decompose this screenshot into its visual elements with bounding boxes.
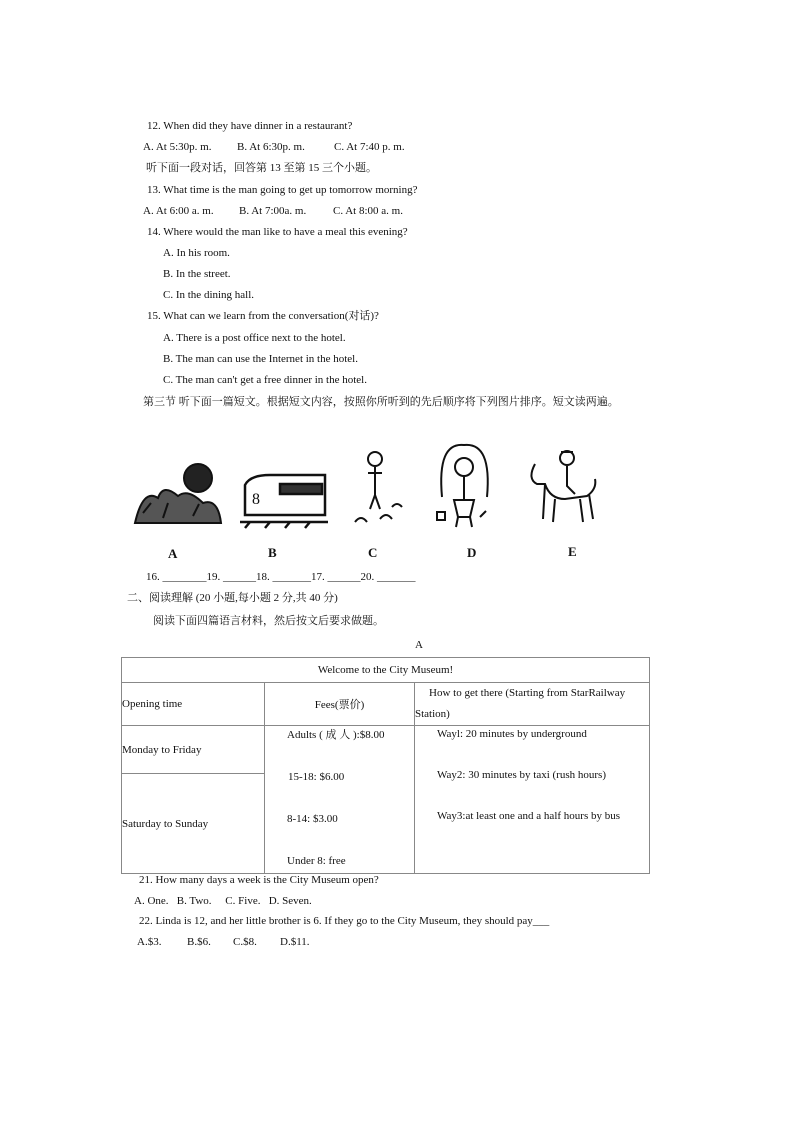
instruction-13: 听下面一段对话，回答第 13 至第 15 三个小题。 <box>146 162 377 174</box>
q22-option-b: B.$6. <box>187 936 211 948</box>
question-14: 14. Where would the man like to have a meal this evening? <box>147 226 408 238</box>
way-1: Wayl: 20 minutes by underground <box>437 728 587 740</box>
question-21: 21. How many days a week is the City Museum open? <box>139 874 379 886</box>
picture-label-d: D <box>467 545 477 560</box>
q22-option-a: A.$3. <box>137 936 162 948</box>
picture-d-girl-jump-rope <box>432 442 497 532</box>
question-22: 22. Linda is 12, and her little brother is 6. If they go to the City Museum, they should pay___ <box>139 915 550 927</box>
picture-e-boy-horse <box>525 444 605 529</box>
q13-option-b: B. At 7:00a. m. <box>239 205 307 217</box>
ways-cell <box>415 726 650 874</box>
question-12: 12. When did they have dinner in a restaurant? <box>147 120 353 132</box>
picture-a-plants <box>133 458 223 528</box>
table-title: Welcome to the City Museum! <box>122 658 650 683</box>
q15-option-c: C. The man can't get a free dinner in the hotel. <box>163 374 367 386</box>
q12-option-c: C. At 7:40 p. m. <box>334 141 405 153</box>
q14-option-b: B. In the street. <box>163 268 231 280</box>
day-row-weekend: Saturday to Sunday <box>122 817 209 830</box>
picture-c-boy-birds <box>350 447 405 532</box>
q14-option-c: C. In the dining hall. <box>163 289 255 301</box>
fee-adults: Adults ( 成 人 ):$8.00 <box>287 729 385 741</box>
fee-15-18: 15-18: $6.00 <box>288 771 345 783</box>
picture-label-b: B <box>268 545 277 560</box>
opening-days-cell <box>122 726 265 874</box>
header-opening-time: Opening time <box>122 683 265 726</box>
q21-options: A. One. B. Two. C. Five. D. Seven. <box>134 895 312 907</box>
q15-option-b: B. The man can use the Internet in the hotel. <box>163 353 358 365</box>
question-15: 15. What can we learn from the conversation(对话)? <box>147 310 379 322</box>
day-row-weekday: Monday to Friday <box>122 726 264 774</box>
q15-option-a: A. There is a post office next to the hotel. <box>163 332 346 344</box>
way-3: Way3:at least one and a half hours by bus <box>437 810 621 822</box>
fee-8-14: 8-14: $3.00 <box>287 813 338 825</box>
q22-option-c: C.$8. <box>233 936 257 948</box>
q13-option-c: C. At 8:00 a. m. <box>333 205 403 217</box>
q12-option-b: B. At 6:30p. m. <box>237 141 305 153</box>
picture-label-c: C <box>368 545 378 560</box>
passage-label: A <box>415 639 423 651</box>
header-how-to-get-there: How to get there (Starting from StarRailway Station) <box>415 683 650 726</box>
fee-under-8: Under 8: free <box>287 855 346 867</box>
q12-option-a: A. At 5:30p. m. <box>143 141 212 153</box>
reading-heading: 二、阅读理解 (20 小题,每小题 2 分,共 40 分) <box>127 592 338 604</box>
q13-option-a: A. At 6:00 a. m. <box>143 205 214 217</box>
section-3-instruction: 第三节 听下面一篇短文。根据短文内容，按照你所听到的先后顺序将下列图片排序。短文读两遍。 <box>143 396 619 408</box>
q22-option-d: D.$11. <box>280 936 310 948</box>
reading-instruction: 阅读下面四篇语言材料，然后按文后要求做题。 <box>153 615 384 627</box>
question-13: 13. What time is the man going to get up tomorrow morning? <box>147 184 418 196</box>
fees-cell <box>265 726 415 874</box>
picture-b-train <box>240 470 330 530</box>
header-fees: Fees(票价) <box>265 683 415 726</box>
picture-label-e: E <box>568 544 577 559</box>
picture-label-a: A <box>168 546 178 561</box>
way-2: Way2: 30 minutes by taxi (rush hours) <box>437 769 606 781</box>
svg-text:8: 8 <box>252 491 260 508</box>
order-answer-line[interactable]: 16. ________19. ______18. _______17. ______20. _______ <box>146 571 416 583</box>
museum-info-table <box>121 657 650 874</box>
q14-option-a: A. In his room. <box>163 247 230 259</box>
